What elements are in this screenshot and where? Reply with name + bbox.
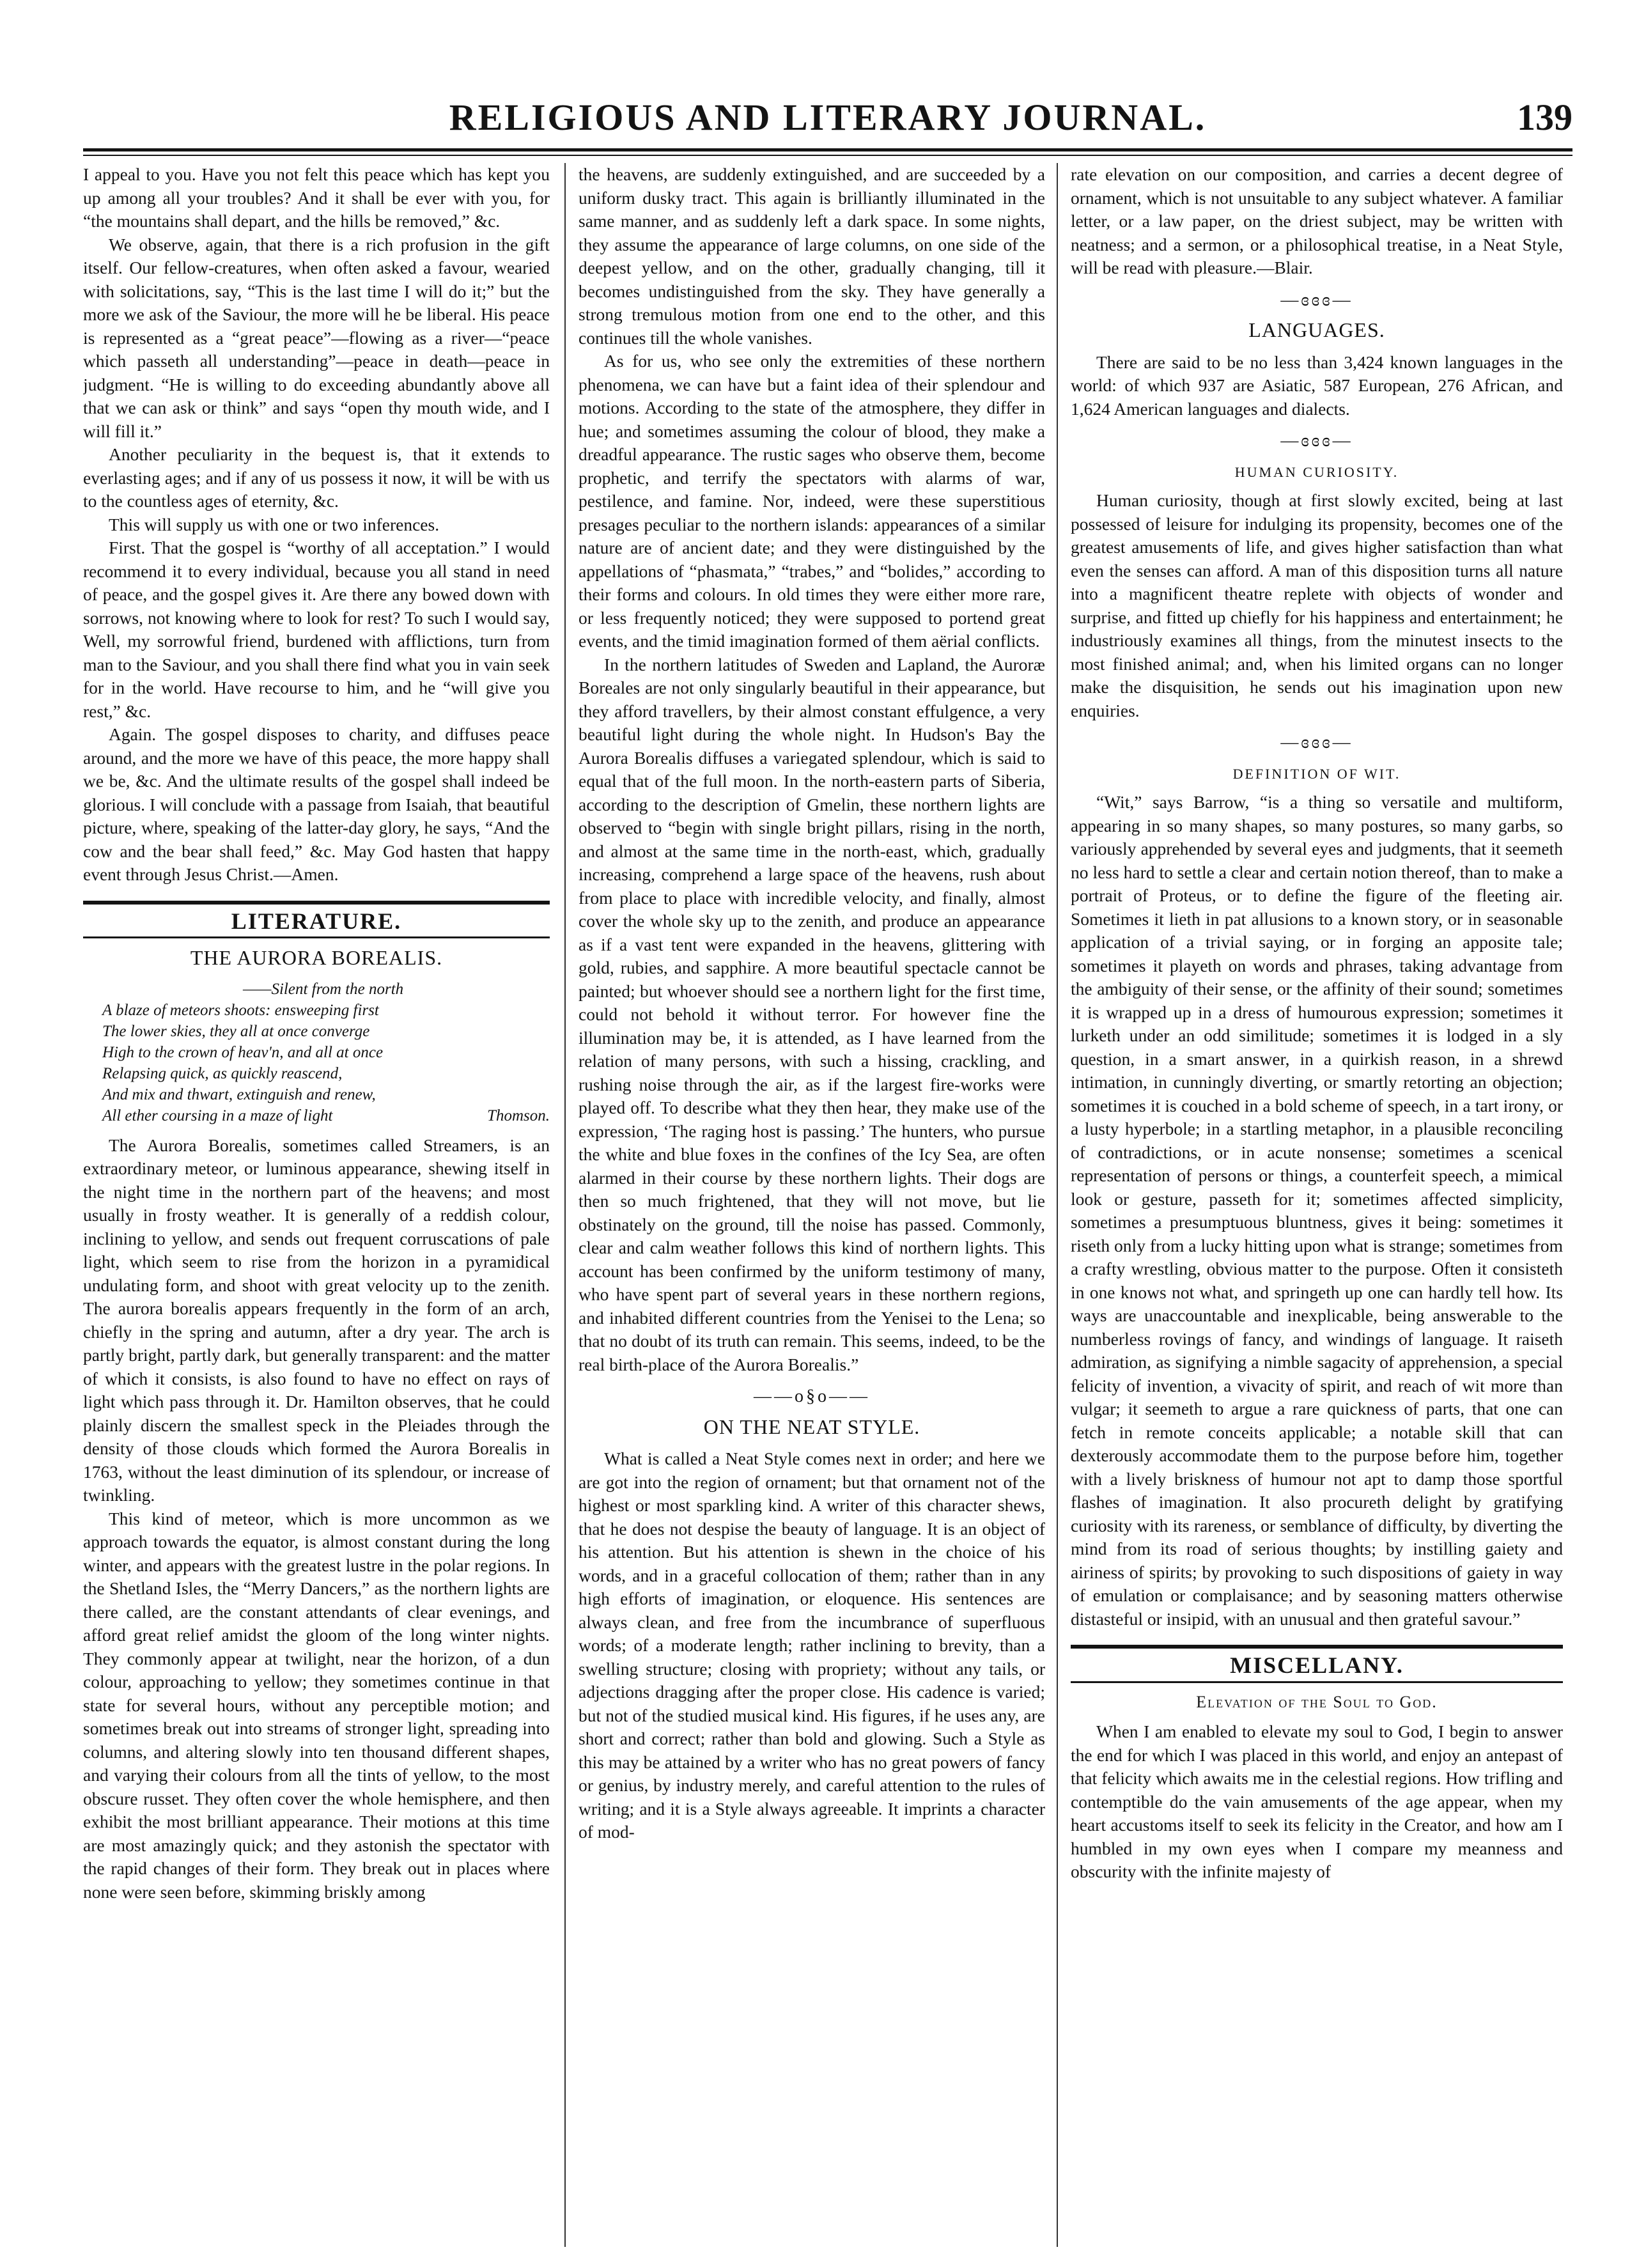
poem-line: And mix and thwart, extinguish and renew, — [102, 1085, 376, 1103]
wit-paragraph: “Wit,” says Barrow, “is a thing so versatile and multiform, appearing in so many shapes, so many postures, so many garbs, so variously apprehended by several eyes and judgments, that it seemeth no less hard to settle a clear and certain notion thereof, than to make a portrait of Proteus, or to define the figure of the fleeting air. Sometimes it lieth in pat allusions to a known story, or in seasonable application of a trivial saying, or in forging an apposite tale; sometimes it playeth on words and phrases, taking advantage from the ambiguity of their sense, or the affinity of their sound; sometimes it is wrapped up in a dress of humourous expression; sometimes it lurketh under an odd similitude; sometimes it is lodged in a sly question, in a smart answer, in a quirkish reason, in a shrewd intimation, in cunningly diverting, or smartly retorting an objection; sometimes it is couched in a bold scheme of speech, in a tart irony, or a lusty hyperbole; in a startling metaphor, in a plausible reconciling of contradictions, or in acute nonsense; sometimes a scenical representation of persons or things, a counterfeit speech, a mimical look or gesture, passeth for it; sometimes affected simplicity, sometimes a presumptuous bluntness, gives it being: sometimes it riseth only from a lucky hitting upon what is strange; sometimes from a crafty wrestling, obvious matter to the purpose. Often it consisteth in one knows not what, and springeth up one can hardly tell how. Its ways are unaccountable and inexplicable, being answerable to the numberless rovings of fancy, and windings of language. It raiseth admiration, as signifying a nimble sagacity of apprehension, a special felicity of invention, a vivacity of spirit, and reach of wit more than vulgar; it seemeth to argue a rare quickness of parts, that one can fetch in remote conceits applicable; a notable skill that can dexterously accommodate them to the purpose before him, together with a lively briskness of humour not apt to damp those sportful flashes of imagination. It also procureth delight by gratifying curiosity with its rareness, or semblance of difficulty, by diverting the mind from its road of serious thoughts; by instilling gaiety and airiness of spirits; by provoking to such dispositions of gaiety in way of emulation or complaisance; and by seasoning matters otherwise distasteful or insipid, with an unusual and then grateful savour.” — [1071, 792, 1563, 1629]
literature-section-heading: LITERATURE. — [83, 901, 550, 939]
section-ornament: —ɞɞɞ— — [1280, 290, 1353, 310]
page-number: 139 — [1517, 97, 1572, 138]
poem-attribution: Thomson. — [487, 1107, 550, 1124]
aurora-paragraph: This kind of meteor, which is more uncommon as we approach towards the equator, is almost constant during the long winter, and appears with the greatest lustre in the polar regions. In the Shetland Isles, the “Merry Dancers,” as the northern lights are there called, are the constant attendants of clear evenings, and afford great relief amidst the gloom of the long winter nights. They commonly appear at twilight, near the horizon, of a dun colour, approaching to yellow; they sometimes continue in that state for several hours, without any perceptible motion; and sometimes break out into streams of stronger light, spreading into columns, and altering slowly into ten thousand different shapes, and varying their colours from all the tints of yellow, to the most obscure russet. They often cover the whole hemisphere, and then exhibit the most brilliant appearance. Their motions at this time are most amazingly quick; and they astonish the spectator with the rapid changes of their form. They break out in places where none were seen before, skimming briskly among — [83, 1508, 550, 1902]
column-divider — [1057, 163, 1058, 2247]
epigraph-poem — [102, 979, 550, 1126]
neat-style-continuation: rate elevation on our composition, and carries a decent degree of ornament, which is not unsuitable to any subject whatever. A familiar letter, or a law paper, on the driest subject, may be written with neatness; and a sermon, or a philosophical treatise, in a Neat Style, will be read with pleasure.—Blair. — [1071, 164, 1563, 277]
curiosity-title: HUMAN CURIOSITY. — [1234, 463, 1399, 480]
elevation-paragraph: When I am enabled to elevate my soul to God, I begin to answer the end for which I was placed in this world, and enjoy an antepast of that felicity which awaits me in the celestial regions. How trifling and contemptible do the vain amusements of the age appear, when my heart accustoms itself to seek its felicity in the Creator, and how am I humbled in my own eyes when I compare my meanness and obscurity with the infinite majesty of — [1071, 1721, 1563, 1881]
section-ornament: ——o§o—— — [754, 1386, 870, 1406]
poem-line: All ether coursing in a maze of light — [102, 1107, 333, 1124]
sermon-paragraph: We observe, again, that there is a rich profusion in the gift itself. Our fellow-creatures, when often asked a favour, wearied with solicitations, say, “This is the last time I will do it;” but the more we ask of the Saviour, the more will he be liberal. His peace is represented as a “great peace”—flowing as a river—“peace which passeth all understanding”—peace in death—peace in judgment. “He is willing to do exceeding abundantly above all that we can ask or think” and says “open thy mouth wide, and I will fill it.” — [83, 234, 550, 441]
column-divider — [564, 163, 566, 2247]
header-rule — [83, 148, 1572, 156]
poem-line: ——Silent from the north — [243, 980, 404, 998]
sermon-paragraph: First. That the gospel is “worthy of all acceptation.” I would recommend it to every individual, because you all stand in need of peace, and the gospel gives it. Are there any bowed down with sorrows, not knowing where to look for rest? To such I would say, Well, my sorrowful friend, burdened with afflictions, turn from man to the Saviour, and you shall there find what you in vain seek for in the world. Have recourse to him, and he “will give you rest,” &c. — [83, 538, 550, 721]
miscellany-section-heading: MISCELLANY. — [1071, 1645, 1563, 1683]
languages-title: LANGUAGES. — [1248, 318, 1385, 341]
section-ornament: —ɞɞɞ— — [1280, 431, 1353, 451]
wit-title: DEFINITION OF WIT. — [1232, 765, 1401, 782]
running-title: RELIGIOUS AND LITERARY JOURNAL. — [449, 97, 1207, 138]
poem-line: High to the crown of heav'n, and all at once — [102, 1043, 384, 1061]
aurora-paragraph: the heavens, are suddenly extinguished, and are succeeded by a uniform dusky tract. This again is brilliantly illuminated in the same manner, and as suddenly left a dark space. In some nights, they assume the appearance of large columns, on one side of the deepest yellow, and on the other, gradually changing, till it becomes undistinguished from the sky. They have generally a strong tremulous motion from one end to the other, and this continues till the whole vanishes. — [578, 164, 1045, 348]
curiosity-paragraph: Human curiosity, though at first slowly excited, being at last possessed of leisure for indulging its propensity, becomes one of the greatest amusements of life, and gives higher satisfaction than what even the senses can afford. A man of this disposition turns all nature into a magnificent theatre replete with objects of wonder and surprise, and fitted up chiefly for his happiness and entertainment; he industriously examines all things, from the minutest insects to the most finished animal; and, when his limited organs can no longer make the disquisition, he sends out his imagination upon new enquiries. — [1071, 490, 1563, 720]
poem-line: A blaze of meteors shoots: ensweeping first — [102, 1001, 379, 1019]
sermon-paragraph: This will supply us with one or two inferences. — [109, 514, 440, 534]
section-ornament: —ɞɞɞ— — [1280, 733, 1353, 752]
column-right — [1071, 163, 1563, 2247]
languages-paragraph: There are said to be no less than 3,424 known languages in the world: of which 937 are Asiatic, 587 European, 276 African, and 1,624 American languages and dialects. — [1071, 352, 1563, 419]
aurora-paragraph: The Aurora Borealis, sometimes called Streamers, is an extraordinary meteor, or luminous appearance, shewing itself in the night time in the northern part of the heavens; and most usually in frosty weather. It is generally of a reddish colour, inclining to yellow, and sends out frequent corruscations of pale light, which seem to rise from the horizon in a pyramidical undulating form, and shoot with great velocity up to the zenith. The aurora borealis appears frequently in the form of an arch, chiefly in the spring and autumn, after a dry year. The arch is partly bright, partly dark, but generally transparent: and the matter of which it consists, is also found to have no effect on rays of light which pass through it. Dr. Hamilton observes, that he could plainly discern the smallest speck in the Pleiades through the density of those clouds which formed the Aurora Borealis in 1763, without the least diminution of its splendour, or increase of twinkling. — [83, 1135, 550, 1505]
aurora-paragraph: In the northern latitudes of Sweden and Lapland, the Auroræ Boreales are not only singularly beautiful in their appearance, but they afford travellers, by their almost constant effulgence, a very beautiful light during the whole night. In Hudson's Bay the Aurora Borealis diffuses a variegated splendour, which is said to equal that of the full moon. In the north-eastern parts of Siberia, according to the description of Gmelin, these northern lights are observed to “begin with single bright pillars, rising in the north, and almost at the same time in the north-east, which, gradually increasing, comprehend a large space of the heavens, rush about from place to place with incredible velocity, and finally, almost cover the whole sky up to the zenith, and produce an appearance as if a vast tent were expanded in the heavens, glittering with gold, rubies, and sapphire. A more beautiful spectacle cannot be painted; but whoever should see a northern light for the first time, could not behold it without terror. For however fine the illumination may be, it is attended, as I have learned from the relation of many persons, with such a hissing, crackling, and rushing noise through the air, as if the largest fire-works were played off. To describe what they then hear, they make use of the expression, ‘The raging host is passing.’ The hunters, who pursue the white and blue foxes in the confines of the Icy Sea, are often alarmed in their course by these northern lights. Their dogs are then so much frightened, that they will not move, but lie obstinately on the ground, till the noise has passed. Commonly, clear and calm weather follows this kind of northern lights. This account has been confirmed by the uniform testimony of many, who have spent part of several years in these northern regions, and inhabited different countries from the Yenisei to the Lena; so that no doubt of its truth can remain. This seems, indeed, to be the real birth-place of the Aurora Borealis.” — [578, 654, 1045, 1374]
elevation-title: Elevation of the Soul to God. — [1196, 1692, 1438, 1711]
sermon-paragraph: I appeal to you. Have you not felt this peace which has kept you up among all your troubles? And it shall be ever with you, for “the mountains shall depart, and the hills be removed,” &c. — [83, 164, 550, 231]
aurora-article-title: THE AURORA BOREALIS. — [190, 946, 443, 969]
sermon-paragraph: Another peculiarity in the bequest is, that it extends to everlasting ages; and if any of us possess it now, it will be with us to the countless ages of eternity, &c. — [83, 444, 550, 511]
column-middle — [578, 163, 1045, 2247]
sermon-paragraph: Again. The gospel disposes to charity, and diffuses peace around, and the more we have of this peace, the more happy shall we be, &c. And the ultimate results of the gospel shall indeed be glorious. I will conclude with a passage from Isaiah, that beautiful picture, where, speaking of the latter-day glory, he says, “And the cow and the bear shall feed,” &c. May God hasten that happy event through Jesus Christ.—Amen. — [83, 724, 550, 884]
poem-line: The lower skies, they all at once converge — [102, 1022, 370, 1040]
neat-style-paragraph: What is called a Neat Style comes next in order; and here we are got into the region of ornament; but that ornament not of the highest or most sparkling kind. A writer of this character shews, that he does not despise the beauty of language. It is an object of his attention. But his attention is shewn in the choice of his words, and in a graceful collocation of them; rather than in any high efforts of imagination, or eloquence. His sentences are always clean, and free from the incumbrance of superfluous words; of a moderate length; rather inclining to brevity, than a swelling structure; closing with propriety; without any tails, or adjections dragging after the proper close. His cadence is varied; but not of the studied musical kind. His figures, if he uses any, are short and correct; rather than bold and glowing. Such a Style as this may be attained by a writer who has no great powers of fancy or genius, by industry merely, and careful attention to the rules of writing; and it is a Style always agreeable. It imprints a character of mod- — [578, 1449, 1045, 1842]
neat-style-title: ON THE NEAT STYLE. — [703, 1415, 920, 1438]
page-header — [83, 96, 1572, 147]
poem-line: Relapsing quick, as quickly reascend, — [102, 1064, 343, 1082]
column-left — [83, 163, 550, 2247]
aurora-paragraph: As for us, who see only the extremities of these northern phenomena, we can have but a faint idea of their splendour and motions. According to the state of the atmosphere, they differ in hue; and sometimes assuming the colour of blood, they make a dreadful appearance. The rustic sages who observe them, become prophetic, and terrify the spectators with alarms of war, pestilence, and famine. Nor, indeed, were these superstitious presages peculiar to the northern islands: appearances of a similar nature are of ancient date; and they were distinguished by the appellations of “phasmata,” “trabes,” and “bolides,” according to their forms and colours. In old times they were either more rare, or less frequently noticed; they were supposed to portend great events, and the timid imagination formed of them aërial conflicts. — [578, 351, 1045, 651]
